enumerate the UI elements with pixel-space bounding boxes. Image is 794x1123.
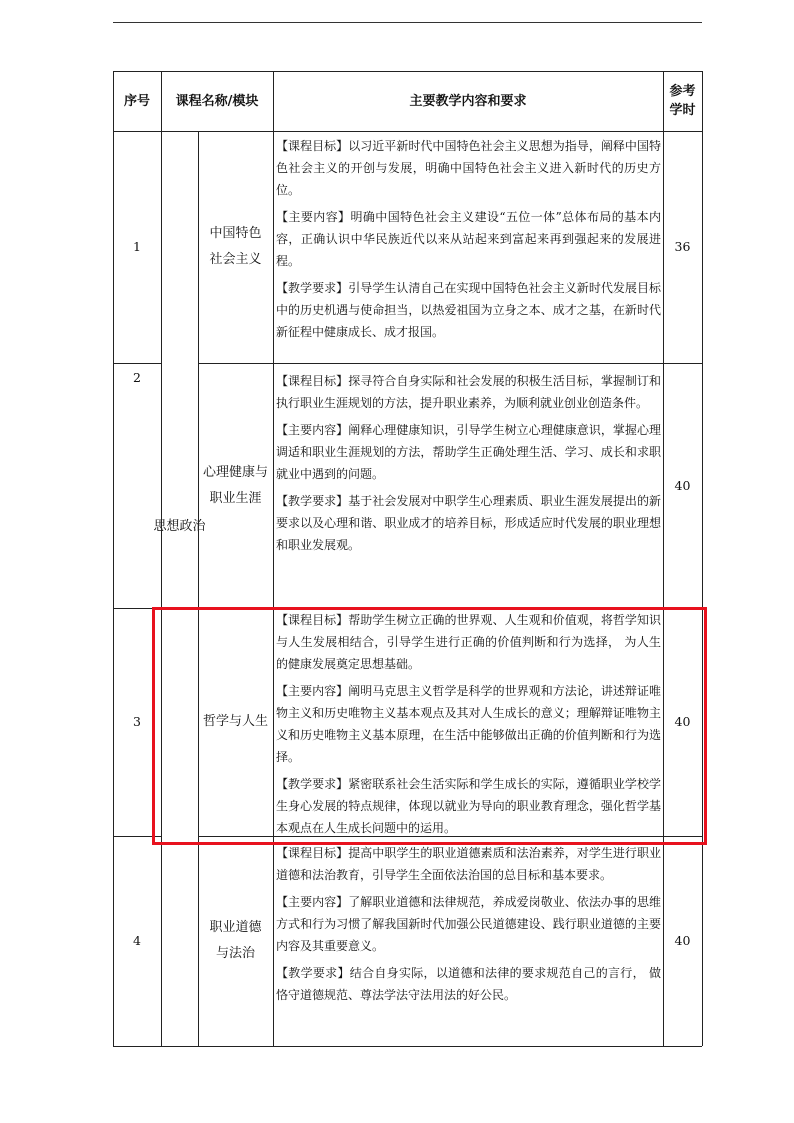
grid-line bbox=[198, 363, 702, 364]
row-2-goal: 【课程目标】探寻符合自身实际和社会发展的积极生活目标，掌握制订和执行职业生涯规划的方法，提升职业素养，为顺利就业创业创造条件。 bbox=[276, 374, 661, 410]
row-1-seq: 1 bbox=[133, 239, 141, 254]
row-2-seq: 2 bbox=[133, 370, 141, 385]
category-char: 思 bbox=[153, 519, 167, 534]
grid-line bbox=[198, 131, 199, 1046]
header-course: 课程名称/模块 bbox=[175, 93, 259, 109]
grid-line bbox=[273, 71, 274, 1046]
row-3-goal: 【课程目标】帮助学生树立正确的世界观、人生观和价值观，将哲学知识与人生发展相结合，引导学生进行正确的价值判断和行为选择， 为人生的健康发展奠定思想基础。 bbox=[276, 613, 661, 671]
row-1-hours: 36 bbox=[674, 239, 691, 254]
grid-line bbox=[663, 71, 664, 1046]
grid-line bbox=[702, 71, 703, 1046]
row-4-goal: 【课程目标】提高中职学生的职业道德素质和法治素养，对学生进行职业道德和法治教育，引导学生全面依法治国的总目标和基本要求。 bbox=[276, 846, 661, 882]
row-3-req: 【教学要求】紧密联系社会生活实际和学生成长的实际，遵循职业学校学生身心发展的特点规律，体现以就业为导向的职业教育理念，强化哲学基本观点在人生成长问题中的运用。 bbox=[276, 777, 661, 835]
row-4-module: 职业道德与法治 bbox=[209, 920, 262, 961]
row-2-main: 【主要内容】阐释心理健康知识，引导学生树立心理健康意识，掌握心理调适和职业生涯规划的方法，帮助学生正确处理生活、学习、成长和求职就业中遇到的问题。 bbox=[276, 423, 661, 481]
row-4-seq: 4 bbox=[133, 933, 141, 948]
row-2-hours: 40 bbox=[674, 477, 691, 493]
page-header-rule bbox=[113, 22, 702, 23]
row-4-hours: 40 bbox=[674, 933, 691, 948]
row-4-main: 【主要内容】了解职业道德和法律规范，养成爱岗敬业、依法办事的思维方式和行为习惯了解我国新时代加强公民道德建设、践行职业道德的主要内容及其重要意义。 bbox=[276, 895, 661, 953]
row-3-main: 【主要内容】阐明马克思主义哲学是科学的世界观和方法论，讲述辩证唯物主义和历史唯物主义基本观点及其对人生成长的意义；理解辩证唯物主义和历史唯物主义基本原理，在生活中能够做出正确的价值判断和行为选择。 bbox=[276, 684, 661, 764]
header-hours: 参考学时 bbox=[669, 84, 696, 118]
header-content: 主要教学内容和要求 bbox=[409, 93, 527, 109]
row-4-req: 【教学要求】结合自身实际，以道德和法律的要求规范自己的言行， 做恪守道德规范、尊法学法守法用法的好公民。 bbox=[276, 966, 661, 1002]
row-2-module: 心理健康与职业生涯 bbox=[202, 464, 268, 506]
row-1-main: 【主要内容】明确中国特色社会主义建设“五位一体”总体布局的基本内容，正确认识中华民族近代以来从站起来到富起来再到强起来的发展进程。 bbox=[276, 210, 661, 268]
grid-line bbox=[113, 1046, 702, 1047]
row-1-content bbox=[273, 131, 663, 363]
highlight-box bbox=[152, 607, 707, 845]
grid-line bbox=[113, 131, 702, 132]
row-1-req: 【教学要求】引导学生认清自己在实现中国特色社会主义新时代发展目标中的历史机遇与使命担当，以热爱祖国为立身之本、成才之基，在新时代新征程中健康成长、成才报国。 bbox=[276, 281, 661, 339]
row-3-hours: 40 bbox=[674, 714, 691, 729]
row-2-req: 【教学要求】基于社会发展对中职学生心理素质、职业生涯发展提出的新要求以及心理和谐、职业成才的培养目标，形成适应时代发展的职业理想和职业发展观。 bbox=[276, 494, 661, 552]
grid-line bbox=[161, 71, 162, 1046]
row-4-content bbox=[273, 836, 663, 1046]
row-1-module: 中国特色社会主义 bbox=[209, 226, 262, 267]
row-3-seq: 3 bbox=[133, 714, 141, 729]
category-char: 政 bbox=[179, 519, 193, 534]
category-char: 治 bbox=[192, 519, 206, 534]
row-2-content bbox=[273, 363, 663, 608]
category-char: 想 bbox=[166, 519, 180, 534]
header-seq: 序号 bbox=[123, 93, 150, 109]
row-1-goal: 【课程目标】以习近平新时代中国特色社会主义思想为指导，阐释中国特色社会主义的开创与发展，明确中国特色社会主义进入新时代的历史方位。 bbox=[276, 139, 661, 197]
grid-line bbox=[113, 71, 114, 1046]
grid-line bbox=[113, 71, 702, 72]
grid-line bbox=[113, 363, 161, 364]
row-3-module: 哲学与人生 bbox=[202, 714, 268, 729]
